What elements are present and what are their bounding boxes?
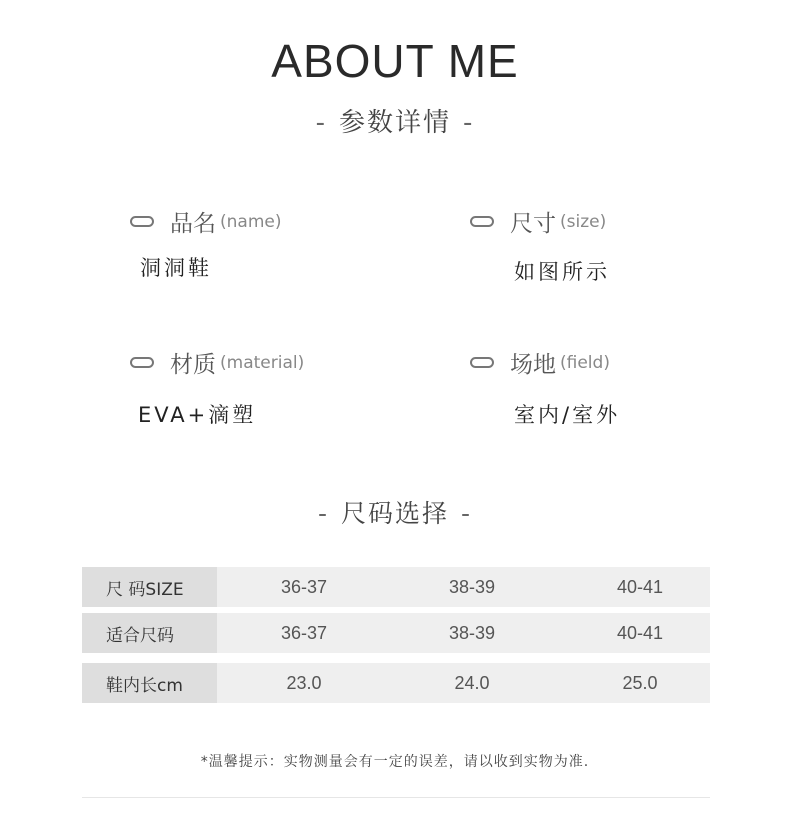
dash-right: - bbox=[461, 499, 473, 528]
pill-icon bbox=[130, 216, 154, 227]
table-row bbox=[82, 663, 710, 703]
table-cell: 36-37 bbox=[280, 576, 328, 597]
table-cell: 36-37 bbox=[280, 622, 328, 643]
table-cell: 23.0 bbox=[286, 672, 322, 693]
subtitle-text: 参数详情 bbox=[338, 108, 451, 138]
section-title bbox=[0, 494, 790, 530]
pill-icon bbox=[470, 357, 494, 368]
param-value: EVA+滴塑 bbox=[138, 403, 257, 427]
pill-icon bbox=[130, 357, 154, 368]
param-label: 尺寸 bbox=[510, 211, 556, 237]
param-size bbox=[470, 205, 610, 286]
param-value: 室内/室外 bbox=[514, 403, 621, 427]
table-row bbox=[82, 567, 710, 607]
param-en-label: (name) bbox=[220, 211, 282, 232]
row-header: 尺 码SIZE bbox=[82, 567, 217, 607]
table-cell: 40-41 bbox=[616, 576, 664, 597]
row-header: 鞋内长cm bbox=[82, 663, 217, 703]
dash-left: - bbox=[315, 108, 327, 138]
param-label: 场地 bbox=[510, 352, 556, 378]
param-label: 品名 bbox=[170, 211, 216, 237]
dash-right: - bbox=[463, 108, 475, 138]
param-material bbox=[130, 346, 304, 429]
table-cell: 38-39 bbox=[448, 622, 496, 643]
param-en-label: (size) bbox=[560, 211, 607, 232]
table-cell: 24.0 bbox=[454, 672, 490, 693]
table-cell: 38-39 bbox=[448, 576, 496, 597]
param-name bbox=[130, 205, 281, 282]
row-header: 适合尺码 bbox=[82, 613, 217, 653]
param-value: 如图所示 bbox=[514, 260, 610, 284]
param-value: 洞洞鞋 bbox=[140, 256, 212, 280]
page-title: ABOUT ME bbox=[271, 35, 519, 87]
divider bbox=[82, 797, 710, 798]
param-en-label: (material) bbox=[220, 352, 305, 373]
param-label: 材质 bbox=[170, 352, 216, 378]
table-cell: 25.0 bbox=[622, 672, 658, 693]
pill-icon bbox=[470, 216, 494, 227]
page-subtitle bbox=[0, 102, 790, 139]
param-field bbox=[470, 346, 620, 429]
dash-left: - bbox=[317, 499, 329, 528]
table-row bbox=[82, 613, 710, 653]
tip-note: *温馨提示：实物测量会有一定的误差，请以收到实物为准. bbox=[200, 754, 590, 770]
section-title-text: 尺码选择 bbox=[340, 499, 449, 528]
table-cell: 40-41 bbox=[616, 622, 664, 643]
param-en-label: (field) bbox=[560, 352, 610, 373]
